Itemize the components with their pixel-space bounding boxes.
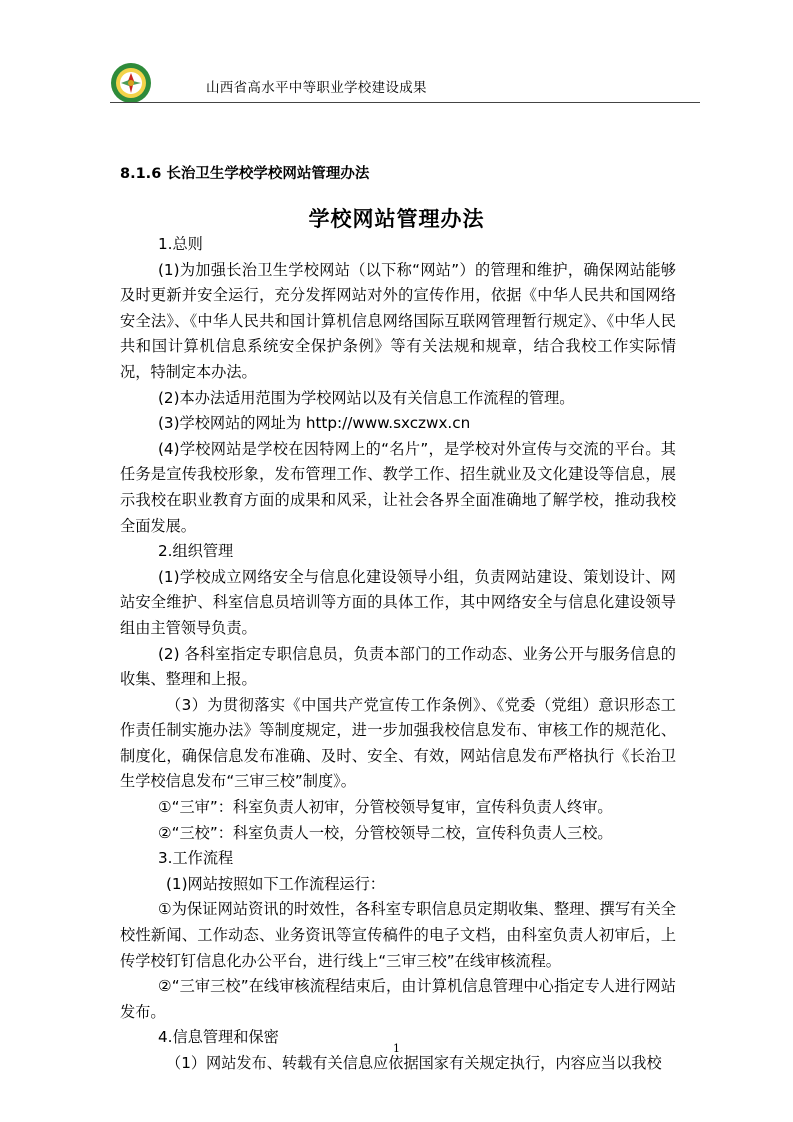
- list-item: ②“三校”：科室负责人一校，分管校领导二校，宣传科负责人三校。: [158, 823, 613, 842]
- document-body: [120, 232, 676, 1077]
- heading-general: 1.总则: [158, 235, 203, 253]
- page-number: 1: [393, 1042, 400, 1055]
- paragraph: (1)学校成立网络安全与信息化建设领导小组，负责网站建设、策划设计、网站安全维护、科室信息员培训等方面的具体工作，其中网络安全与信息化建设领导组由主管领导负责。: [120, 567, 676, 637]
- paragraph: (2) 各科室指定专职信息员，负责本部门的工作动态、业务公开与服务信息的收集、整理和上报。: [120, 644, 676, 689]
- document-title: 学校网站管理办法: [308, 207, 485, 231]
- paragraph: (1)为加强长治卫生学校网站（以下称“网站”）的管理和维护，确保网站能够及时更新并安全运行，充分发挥网站对外的宣传作用，依据《中华人民共和国网络安全法》、《中华人民共和国计算机信息网络国际互联网管理暂行规定》、《中华人民共和国计算机信息系统安全保护条例》等有关法规和规章，结合我校工作实际情况，特制定本办法。: [120, 260, 676, 381]
- school-emblem-logo: [110, 62, 152, 104]
- paragraph: （3）为贯彻落实《中国共产党宣传工作条例》、《党委（党组）意识形态工作责任制实施办法》等制度规定，进一步加强我校信息发布、审核工作的规范化、制度化，确保信息发布准确、及时、安全、有效，网站信息发布严格执行《长治卫生学校信息发布“三审三校”制度》。: [120, 695, 676, 791]
- paragraph: (1)网站按照如下工作流程运行：: [166, 874, 385, 893]
- page-header: [110, 62, 700, 102]
- list-item: ①为保证网站资讯的时效性，各科室专职信息员定期收集、整理、撰写有关全校性新闻、工作动态、业务资讯等宣传稿件的电子文档，由科室负责人初审后，上传学校钉钉信息化办公平台，进行线上“三审三校”在线审核流程。: [120, 900, 676, 970]
- paragraph: (3)学校网站的网址为 http://www.sxczwx.cn: [158, 414, 471, 433]
- list-item: ②“三审三校”在线审核流程结束后，由计算机信息管理中心指定专人进行网站发布。: [120, 977, 676, 1021]
- paragraph: (4)学校网站是学校在因特网上的“名片”，是学校对外宣传与交流的平台。其任务是宣传我校形象，发布管理工作、教学工作、招生就业及文化建设等信息，展示我校在职业教育方面的成果和风采，让社会各界全面准确地了解学校，推动我校全面发展。: [120, 439, 676, 535]
- paragraph: (2)本办法适用范围为学校网站以及有关信息工作流程的管理。: [158, 388, 575, 407]
- heading-info-management: 4.信息管理和保密: [158, 1028, 279, 1047]
- heading-workflow: 3.工作流程: [158, 849, 234, 868]
- heading-organization: 2.组织管理: [158, 542, 234, 561]
- header-title: 山西省高水平中等职业学校建设成果: [206, 80, 427, 96]
- paragraph: （1）网站发布、转载有关信息应依据国家有关规定执行，内容应当以我校: [166, 1054, 662, 1072]
- header-divider: [110, 102, 700, 103]
- list-item: ①“三审”：科室负责人初审，分管校领导复审，宣传科负责人终审。: [158, 798, 613, 817]
- section-heading: 8.1.6 长治卫生学校学校网站管理办法: [120, 166, 370, 182]
